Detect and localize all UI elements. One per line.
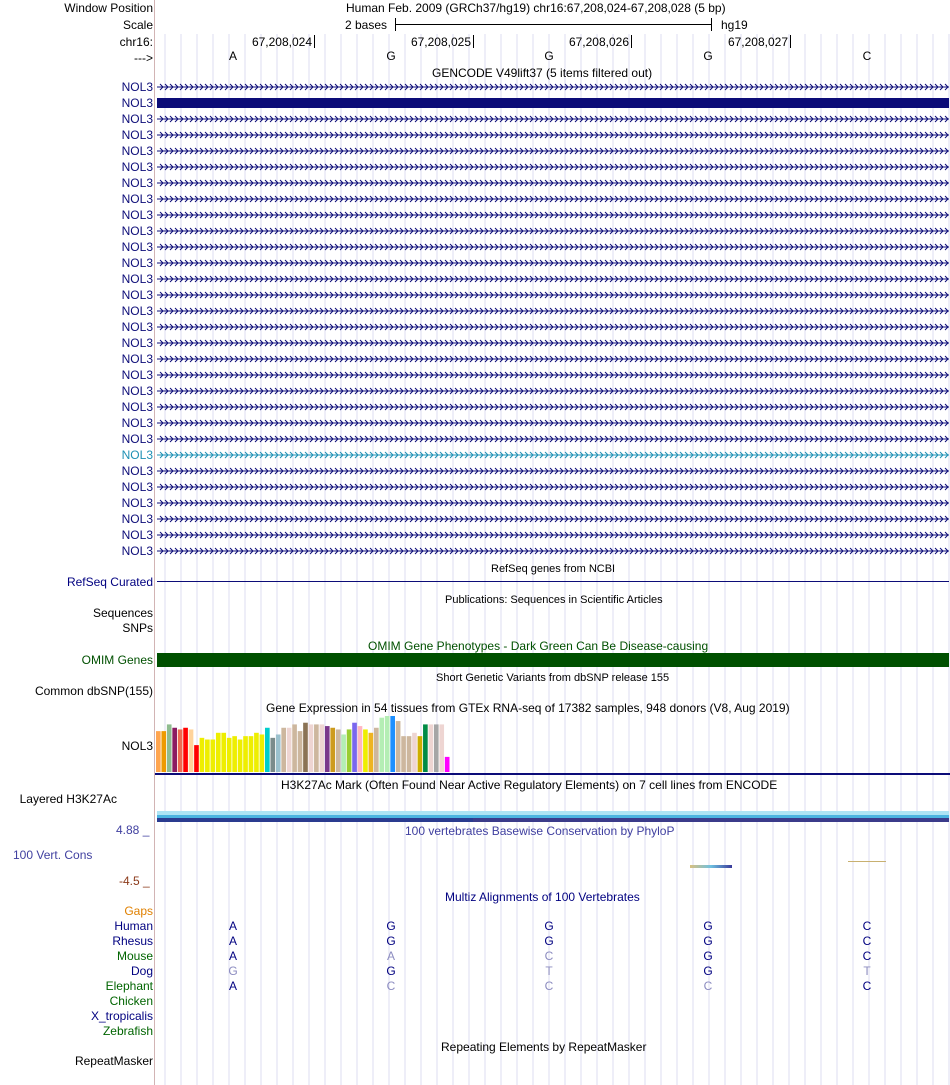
gencode-transcript-label[interactable]: NOL3 bbox=[121, 80, 153, 94]
multiz-base: A bbox=[228, 949, 237, 963]
gencode-transcript-label[interactable]: NOL3 bbox=[121, 128, 153, 142]
multiz-base: A bbox=[228, 979, 237, 993]
gtex-bar-chart[interactable] bbox=[155, 715, 950, 775]
gencode-transcript-label[interactable]: NOL3 bbox=[121, 496, 153, 510]
phylop-signal-1 bbox=[690, 865, 732, 868]
multiz-species-label[interactable]: X_tropicalis bbox=[90, 1009, 153, 1023]
phylop-label[interactable]: 100 Vert. Cons bbox=[13, 848, 93, 862]
gencode-transcript-label[interactable]: NOL3 bbox=[121, 96, 153, 110]
omim-label[interactable]: OMIM Genes bbox=[81, 653, 153, 667]
refseq-label[interactable]: RefSeq Curated bbox=[66, 575, 153, 589]
gtex-tissue-bar[interactable] bbox=[401, 736, 406, 772]
window-position-label: Window Position bbox=[64, 1, 153, 15]
gencode-transcript-label[interactable]: NOL3 bbox=[121, 208, 153, 222]
multiz-base: C bbox=[862, 934, 872, 948]
multiz-base: G bbox=[386, 919, 396, 933]
reference-base: G bbox=[544, 49, 554, 63]
gtex-tissue-bar[interactable] bbox=[216, 733, 221, 772]
gencode-transcript-label[interactable]: NOL3 bbox=[121, 464, 153, 478]
gencode-track-title: GENCODE V49lift37 (5 items filtered out) bbox=[432, 66, 653, 80]
gencode-transcript-intron[interactable] bbox=[157, 241, 949, 253]
gencode-transcript-exon[interactable] bbox=[157, 98, 949, 108]
gtex-tissue-bar[interactable] bbox=[183, 728, 188, 772]
gtex-tissue-bar[interactable] bbox=[330, 728, 335, 772]
multiz-species-label[interactable]: Mouse bbox=[116, 949, 153, 963]
gtex-tissue-bar[interactable] bbox=[194, 745, 199, 772]
gencode-transcript-intron[interactable] bbox=[157, 273, 949, 285]
gtex-tissue-bar[interactable] bbox=[341, 734, 346, 772]
multiz-gaps-label[interactable]: Gaps bbox=[124, 904, 153, 918]
gtex-tissue-bar[interactable] bbox=[390, 716, 395, 772]
multiz-species-label[interactable]: Elephant bbox=[105, 979, 153, 993]
gencode-transcript-label[interactable]: NOL3 bbox=[121, 384, 153, 398]
multiz-species-label[interactable]: Zebrafish bbox=[102, 1024, 153, 1038]
reference-base: C bbox=[862, 49, 872, 63]
gencode-transcript-intron[interactable] bbox=[157, 449, 949, 461]
reference-base: G bbox=[386, 49, 396, 63]
repeatmasker-label[interactable]: RepeatMasker bbox=[74, 1054, 153, 1068]
gtex-tissue-bar[interactable] bbox=[249, 736, 254, 772]
gtex-tissue-bar[interactable] bbox=[205, 740, 210, 772]
multiz-base: C bbox=[544, 949, 554, 963]
gencode-transcript-intron[interactable] bbox=[157, 177, 949, 189]
gencode-transcript-intron[interactable] bbox=[157, 481, 949, 493]
multiz-base: A bbox=[386, 949, 395, 963]
gencode-transcript-intron[interactable] bbox=[157, 289, 949, 301]
gtex-tissue-bar[interactable] bbox=[238, 740, 243, 772]
gencode-transcript-label[interactable]: NOL3 bbox=[121, 288, 153, 302]
gencode-transcript-label[interactable]: NOL3 bbox=[121, 176, 153, 190]
gtex-tissue-bar[interactable] bbox=[434, 724, 439, 772]
gtex-tissue-bar[interactable] bbox=[374, 728, 379, 772]
gtex-tissue-bar[interactable] bbox=[292, 724, 297, 772]
gtex-label[interactable]: NOL3 bbox=[121, 739, 153, 753]
gencode-transcript-label[interactable]: NOL3 bbox=[121, 272, 153, 286]
gencode-transcript-label[interactable]: NOL3 bbox=[121, 352, 153, 366]
label-divider bbox=[154, 0, 155, 1085]
position-tick-label: 67,208,025 bbox=[410, 35, 471, 49]
multiz-base: C bbox=[862, 979, 872, 993]
gencode-transcript-intron[interactable] bbox=[157, 337, 949, 349]
gtex-tissue-bar[interactable] bbox=[200, 738, 205, 772]
chromosome-label: chr16: bbox=[119, 35, 153, 49]
gencode-transcript-intron[interactable] bbox=[157, 401, 949, 413]
gtex-tissue-bar[interactable] bbox=[189, 729, 194, 772]
gtex-tissue-bar[interactable] bbox=[298, 731, 303, 772]
gencode-transcript-intron[interactable] bbox=[157, 417, 949, 429]
gencode-transcript-label[interactable]: NOL3 bbox=[121, 160, 153, 174]
gencode-transcript-label[interactable]: NOL3 bbox=[121, 432, 153, 446]
gencode-transcript-label[interactable]: NOL3 bbox=[121, 448, 153, 462]
gtex-tissue-bar[interactable] bbox=[172, 728, 177, 772]
gtex-tissue-bar[interactable] bbox=[369, 733, 374, 772]
position-tick-mark bbox=[790, 35, 791, 48]
gtex-tissue-bar[interactable] bbox=[347, 729, 352, 772]
gencode-transcript-intron[interactable] bbox=[157, 145, 949, 157]
gencode-transcript-intron[interactable] bbox=[157, 545, 949, 557]
multiz-base: G bbox=[544, 919, 554, 933]
gencode-transcript-label[interactable]: NOL3 bbox=[121, 112, 153, 126]
gencode-transcript-intron[interactable] bbox=[157, 321, 949, 333]
multiz-base: G bbox=[386, 964, 396, 978]
gtex-tissue-bar[interactable] bbox=[156, 731, 161, 772]
gtex-baseline bbox=[155, 773, 950, 775]
gencode-transcript-label[interactable]: NOL3 bbox=[121, 528, 153, 542]
gencode-transcript-intron[interactable] bbox=[157, 497, 949, 509]
gencode-transcript-label[interactable]: NOL3 bbox=[121, 416, 153, 430]
multiz-base: T bbox=[863, 964, 871, 978]
gtex-tissue-bar[interactable] bbox=[352, 723, 357, 772]
gencode-transcript-intron[interactable] bbox=[157, 369, 949, 381]
strand-label: ---> bbox=[134, 51, 153, 65]
gencode-transcript-intron[interactable] bbox=[157, 113, 949, 125]
gencode-transcript-label[interactable]: NOL3 bbox=[121, 480, 153, 494]
scale-bar bbox=[395, 24, 711, 25]
gtex-tissue-bar[interactable] bbox=[227, 738, 232, 772]
position-tick-label: 67,208,026 bbox=[568, 35, 629, 49]
multiz-species-label[interactable]: Chicken bbox=[109, 994, 153, 1008]
h3k27ac-label[interactable]: Layered H3K27Ac bbox=[19, 792, 117, 806]
gencode-transcript-intron[interactable] bbox=[157, 465, 949, 477]
publications-track-title: Publications: Sequences in Scientific Articles bbox=[445, 594, 663, 606]
scale-bar-left-tick bbox=[395, 18, 396, 31]
omim-track-title: OMIM Gene Phenotypes - Dark Green Can Be Disease-causing bbox=[368, 639, 709, 653]
gtex-tissue-bar[interactable] bbox=[260, 734, 265, 772]
multiz-base: G bbox=[703, 949, 713, 963]
gtex-tissue-bar[interactable] bbox=[336, 729, 341, 772]
h3k27ac-track-title: H3K27Ac Mark (Often Found Near Active Regulatory Elements) on 7 cell lines from ENCODE bbox=[281, 778, 778, 792]
h3k27ac-signal[interactable] bbox=[157, 811, 949, 822]
gencode-transcript-label[interactable]: NOL3 bbox=[121, 224, 153, 238]
refseq-gene-line[interactable] bbox=[157, 581, 949, 582]
gencode-transcript-label[interactable]: NOL3 bbox=[121, 256, 153, 270]
gtex-tissue-bar[interactable] bbox=[325, 726, 330, 772]
phylop-signal-2 bbox=[848, 861, 886, 862]
gtex-tissue-bar[interactable] bbox=[439, 724, 444, 772]
gtex-tissue-bar[interactable] bbox=[407, 736, 412, 772]
gencode-transcript-intron[interactable] bbox=[157, 193, 949, 205]
multiz-base: A bbox=[228, 934, 237, 948]
gtex-tissue-bar[interactable] bbox=[418, 736, 423, 772]
gtex-tissue-bar[interactable] bbox=[314, 724, 319, 772]
multiz-species-label[interactable]: Dog bbox=[130, 964, 153, 978]
refseq-track-title: RefSeq genes from NCBI bbox=[491, 563, 616, 575]
multiz-base: G bbox=[386, 934, 396, 948]
gencode-transcript-intron[interactable] bbox=[157, 257, 949, 269]
publications-label-snps[interactable]: SNPs bbox=[122, 621, 153, 635]
gencode-transcript-label[interactable]: NOL3 bbox=[121, 368, 153, 382]
gtex-tissue-bar[interactable] bbox=[287, 728, 292, 772]
repeatmasker-track-title: Repeating Elements by RepeatMasker bbox=[441, 1040, 647, 1054]
gtex-tissue-bar[interactable] bbox=[309, 724, 314, 772]
dbsnp-label[interactable]: Common dbSNP(155) bbox=[34, 684, 153, 698]
gtex-tissue-bar[interactable] bbox=[281, 728, 286, 772]
scale-text: 2 bases bbox=[345, 18, 388, 32]
position-tick-mark bbox=[314, 35, 315, 48]
multiz-base: C bbox=[862, 949, 872, 963]
gencode-transcript-intron[interactable] bbox=[157, 81, 949, 93]
gtex-tissue-bar[interactable] bbox=[167, 724, 172, 772]
phylop-min-label: -4.5 _ bbox=[119, 874, 150, 888]
gtex-tissue-bar[interactable] bbox=[303, 723, 308, 772]
scale-label: Scale bbox=[122, 18, 153, 32]
gencode-transcript-label[interactable]: NOL3 bbox=[121, 320, 153, 334]
gencode-transcript-label[interactable]: NOL3 bbox=[121, 304, 153, 318]
multiz-species-label[interactable]: Human bbox=[114, 919, 153, 933]
gencode-transcript-intron[interactable] bbox=[157, 225, 949, 237]
multiz-base: C bbox=[703, 979, 713, 993]
gtex-tissue-bar[interactable] bbox=[221, 733, 226, 772]
gencode-transcript-intron[interactable] bbox=[157, 385, 949, 397]
gencode-transcript-label[interactable]: NOL3 bbox=[121, 144, 153, 158]
gencode-transcript-label[interactable]: NOL3 bbox=[121, 336, 153, 350]
gtex-tissue-bar[interactable] bbox=[358, 726, 363, 772]
gtex-tissue-bar[interactable] bbox=[320, 724, 325, 772]
gtex-tissue-bar[interactable] bbox=[276, 734, 281, 772]
gtex-tissue-bar[interactable] bbox=[412, 733, 417, 772]
gencode-transcript-intron[interactable] bbox=[157, 305, 949, 317]
gtex-tissue-bar[interactable] bbox=[423, 724, 428, 772]
multiz-track-title: Multiz Alignments of 100 Vertebrates bbox=[445, 890, 640, 904]
gtex-tissue-bar[interactable] bbox=[445, 757, 450, 772]
gtex-tissue-bar[interactable] bbox=[396, 721, 401, 772]
gencode-transcript-label[interactable]: NOL3 bbox=[121, 240, 153, 254]
reference-base: G bbox=[703, 49, 713, 63]
gtex-tissue-bar[interactable] bbox=[385, 716, 390, 772]
gtex-tissue-bar[interactable] bbox=[379, 718, 384, 772]
reference-base: A bbox=[228, 49, 237, 63]
gencode-transcript-intron[interactable] bbox=[157, 129, 949, 141]
scale-bar-right-tick bbox=[711, 18, 712, 31]
position-tick-mark bbox=[631, 35, 632, 48]
phylop-max-label: 4.88 _ bbox=[116, 823, 150, 837]
phylop-track-title: 100 vertebrates Basewise Conservation by PhyloP bbox=[405, 824, 675, 838]
assembly-position-text: Human Feb. 2009 (GRCh37/hg19) chr16:67,208,024-67,208,028 (5 bp) bbox=[346, 1, 726, 15]
omim-gene-bar[interactable] bbox=[157, 653, 949, 667]
scale-db-label: hg19 bbox=[721, 18, 748, 32]
multiz-base: G bbox=[703, 934, 713, 948]
gencode-transcript-intron[interactable] bbox=[157, 353, 949, 365]
gtex-tissue-bar[interactable] bbox=[211, 740, 216, 772]
multiz-base: A bbox=[228, 919, 237, 933]
gencode-transcript-intron[interactable] bbox=[157, 433, 949, 445]
gtex-tissue-bar[interactable] bbox=[270, 738, 275, 772]
gtex-track-title: Gene Expression in 54 tissues from GTEx RNA-seq of 17382 samples, 948 donors (V8, Aug 2019) bbox=[266, 701, 790, 715]
gtex-tissue-bar[interactable] bbox=[254, 733, 259, 772]
gtex-tissue-bar[interactable] bbox=[363, 729, 368, 772]
gtex-tissue-bar[interactable] bbox=[243, 736, 248, 772]
dbsnp-track-title: Short Genetic Variants from dbSNP release 155 bbox=[436, 672, 670, 684]
gencode-transcript-label[interactable]: NOL3 bbox=[121, 544, 153, 558]
multiz-base: C bbox=[386, 979, 396, 993]
multiz-base: G bbox=[703, 919, 713, 933]
gtex-tissue-bar[interactable] bbox=[265, 728, 270, 772]
gtex-tissue-bar[interactable] bbox=[178, 729, 183, 772]
gencode-transcript-label[interactable]: NOL3 bbox=[121, 192, 153, 206]
gencode-transcript-intron[interactable] bbox=[157, 529, 949, 541]
multiz-base: C bbox=[544, 979, 554, 993]
multiz-base: G bbox=[703, 964, 713, 978]
gtex-tissue-bar[interactable] bbox=[232, 736, 237, 772]
gencode-transcript-label[interactable]: NOL3 bbox=[121, 400, 153, 414]
position-tick-label: 67,208,027 bbox=[727, 35, 788, 49]
gencode-transcript-intron[interactable] bbox=[157, 209, 949, 221]
multiz-species-label[interactable]: Rhesus bbox=[112, 934, 153, 948]
gencode-transcript-intron[interactable] bbox=[157, 161, 949, 173]
gtex-tissue-bar[interactable] bbox=[429, 724, 434, 772]
position-tick-mark bbox=[473, 35, 474, 48]
multiz-base: G bbox=[228, 964, 238, 978]
multiz-base: G bbox=[544, 934, 554, 948]
multiz-base: C bbox=[862, 919, 872, 933]
gencode-transcript-label[interactable]: NOL3 bbox=[121, 512, 153, 526]
position-tick-label: 67,208,024 bbox=[251, 35, 312, 49]
gencode-transcript-intron[interactable] bbox=[157, 513, 949, 525]
multiz-base: T bbox=[545, 964, 553, 978]
publications-label-sequences[interactable]: Sequences bbox=[92, 606, 153, 620]
gtex-tissue-bar[interactable] bbox=[161, 731, 166, 772]
